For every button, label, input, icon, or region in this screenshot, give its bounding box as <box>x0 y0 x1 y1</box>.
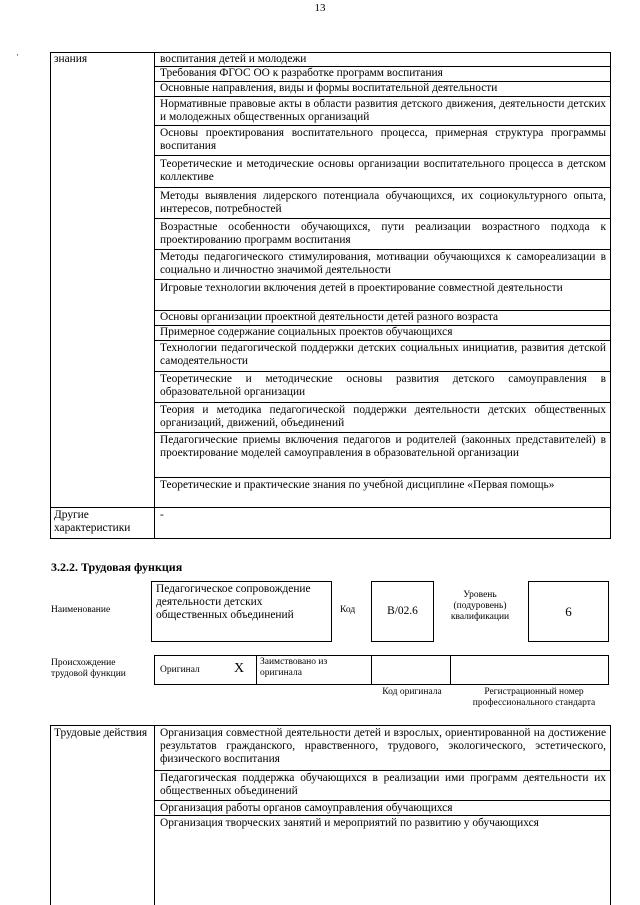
knowledge-item: Возрастные особенности обучающихся, пути реализации возрастного подхода к проектированию программ воспитания <box>160 221 606 247</box>
original-label: Оригинал <box>160 665 200 675</box>
actions-label: Трудовые действия <box>54 727 148 739</box>
knowledge-label: знания <box>54 53 88 65</box>
original-mark: X <box>234 661 245 676</box>
knowledge-item: Нормативные правовые акты в области развития детского движения, деятельности детских и молодежных общественных организаций <box>160 98 606 124</box>
other-characteristics-value: - <box>160 509 164 521</box>
action-item: Организация творческих занятий и мероприятий по развитию у обучающихся <box>160 817 539 829</box>
section-heading: 3.2.2. Трудовая функция <box>51 560 183 574</box>
function-name: Педагогическое сопровождение деятельности детских общественных объединений <box>156 583 311 622</box>
code-value: B/02.6 <box>387 605 418 617</box>
knowledge-item: Основные направления, виды и формы воспитательной деятельности <box>160 82 498 94</box>
level-value: 6 <box>565 604 572 619</box>
other-characteristics-label: Другие характеристики <box>54 509 131 535</box>
knowledge-item: Теоретические и практические знания по учебной дисциплине «Первая помощь» <box>160 479 555 491</box>
knowledge-item: Педагогические приемы включения педагогов и родителей (законных представителей) в проектирование моделей самоуправления в образовательной организации <box>160 434 606 460</box>
knowledge-item: Основы проектирования воспитательного процесса, примерная структура программы воспитания <box>160 127 606 153</box>
knowledge-item: Теоретические и методические основы организации воспитательного процесса в детском коллективе <box>160 158 606 184</box>
knowledge-item: Теоретические и методические основы развития детского самоуправления в образовательной организации <box>160 373 606 399</box>
level-label: Уровень (подуровень) квалификации <box>450 590 510 622</box>
knowledge-item: Примерное содержание социальных проектов обучающихся <box>160 326 453 338</box>
action-item: Педагогическая поддержка обучающихся в реализации ими программ деятельности их общественных объединений <box>160 772 606 798</box>
code-box <box>371 581 434 642</box>
registration-caption: Регистрационный номер профессионального стандарта <box>472 687 596 708</box>
code-original-caption: Код оригинала <box>382 687 442 697</box>
knowledge-item: Игровые технологии включения детей в проектирование совместной деятельности <box>160 282 563 294</box>
knowledge-item: Методы выявления лидерского потенциала обучающихся, их социокультурного опыта, интересов, потребностей <box>160 190 606 216</box>
name-label: Наименование <box>51 605 111 615</box>
action-item: Организация работы органов самоуправления обучающихся <box>160 802 453 814</box>
knowledge-item: Технологии педагогической поддержки детских социальных инициатив, развития детской самодеятельности <box>160 342 606 368</box>
page-number: 13 <box>314 2 326 14</box>
knowledge-item: воспитания детей и молодежи <box>160 53 307 65</box>
borrowed-label: Заимствовано из оригинала <box>260 657 328 678</box>
knowledge-item: Теория и методика педагогической поддержки деятельности детских общественных организаций, движений, объединений <box>160 404 606 430</box>
origin-label: Происхождение трудовой функции <box>51 658 126 679</box>
code-label: Код <box>340 605 356 615</box>
level-box <box>528 581 609 642</box>
scan-mark: · <box>16 50 19 60</box>
action-item: Организация совместной деятельности детей и взрослых, ориентированной на достижение результатов гражданского, нравственного, трудового, экологического, эстетического, физического воспитания <box>160 727 606 766</box>
knowledge-item: Требования ФГОС ОО к разработке программ воспитания <box>160 67 443 79</box>
name-box <box>151 581 332 642</box>
knowledge-item: Основы организации проектной деятельности детей разного возраста <box>160 311 499 323</box>
knowledge-item: Методы педагогического стимулирования, мотивации обучающихся к самореализации в социально и личностно значимой деятельности <box>160 251 606 277</box>
